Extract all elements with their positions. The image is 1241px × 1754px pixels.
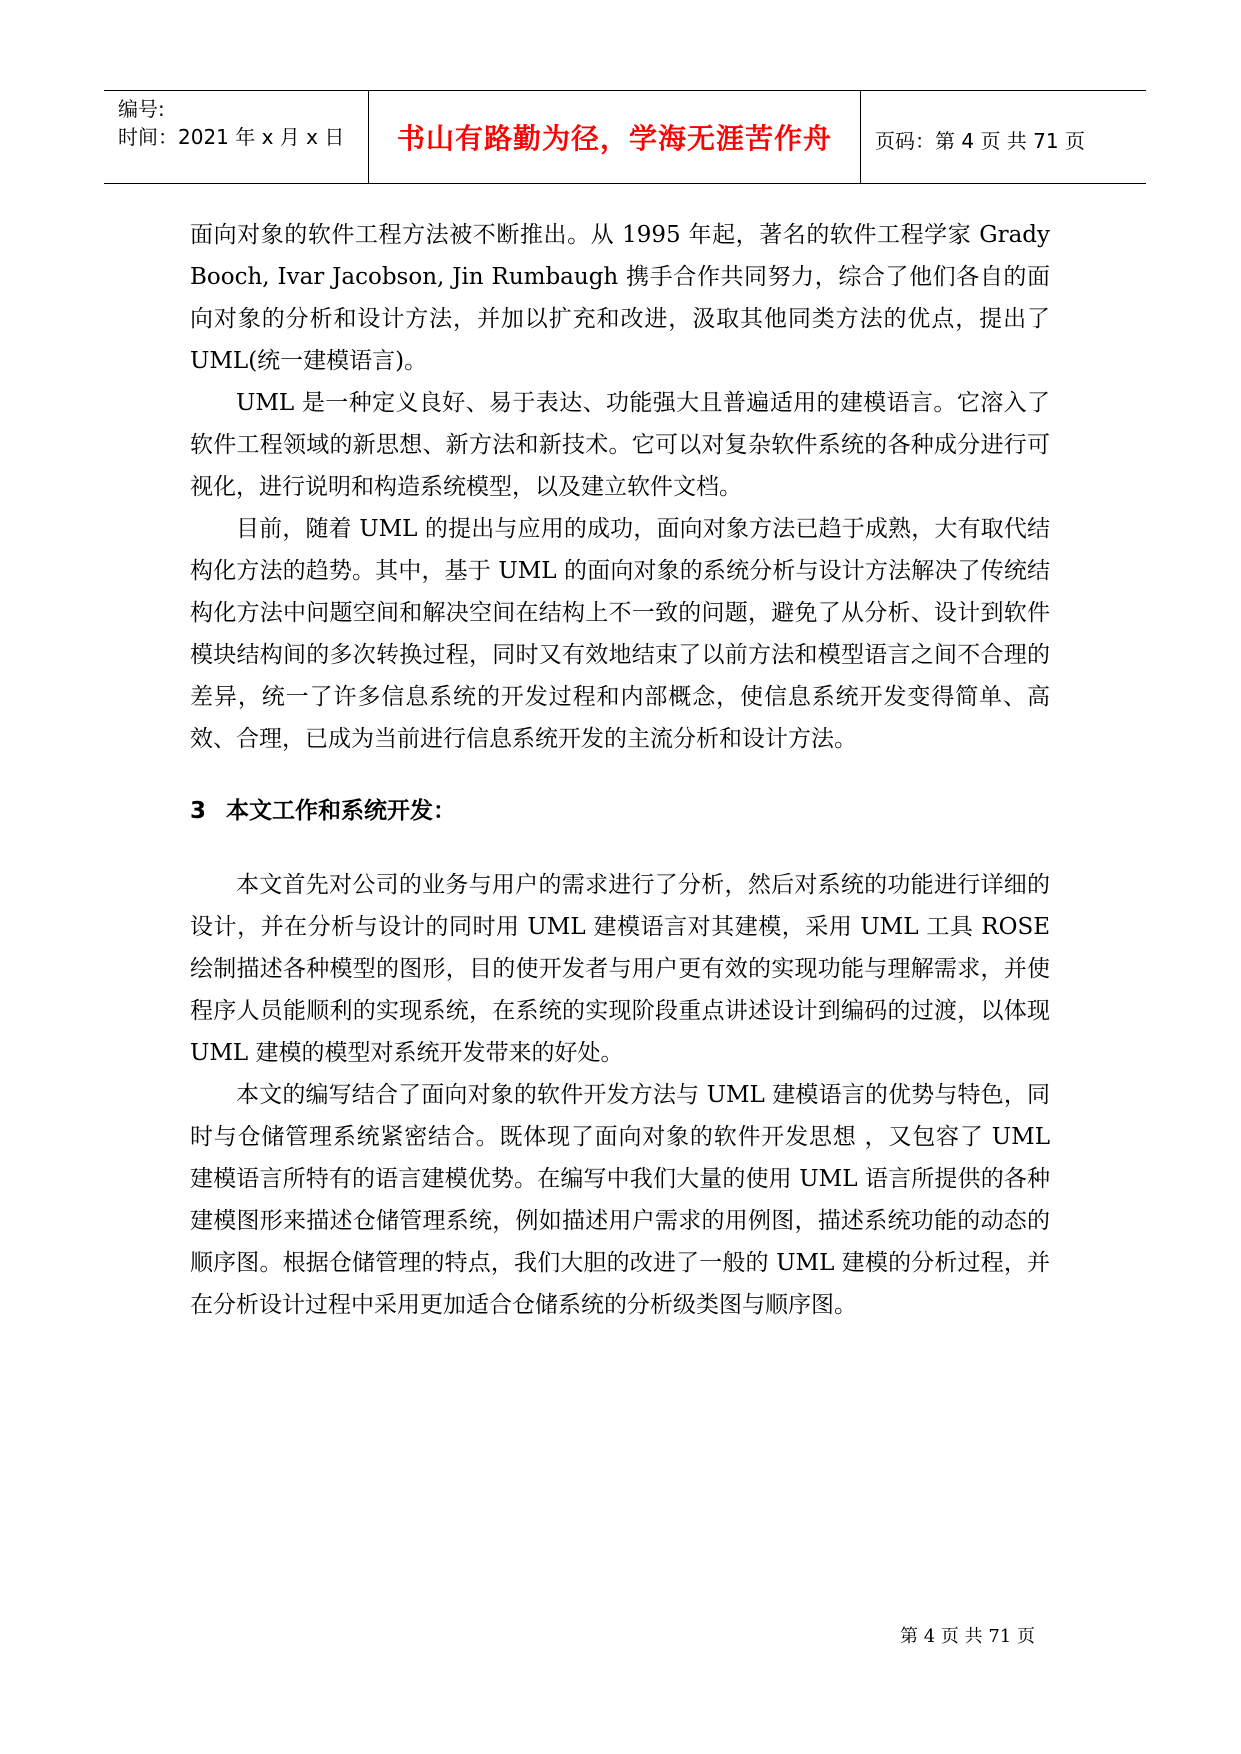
page-header bbox=[104, 90, 1146, 184]
document-time-label: 时间：2021 年 x 月 x 日 bbox=[118, 125, 345, 149]
section-number: 3 bbox=[190, 798, 207, 824]
header-motto: 书山有路勤为径，学海无涯苦作舟 bbox=[396, 122, 832, 155]
page-footer: 第 4 页 共 71 页 bbox=[900, 1626, 1035, 1647]
body-text-bottom bbox=[190, 864, 1050, 1326]
body-text-top bbox=[190, 214, 1050, 760]
header-info-cell bbox=[104, 91, 368, 183]
section-title: 本文工作和系统开发： bbox=[226, 798, 456, 824]
paragraph: UML 是一种定义良好、易于表达、功能强大且普遍适用的建模语言。它溶入了软件工程领域的新思想、新方法和新技术。它可以对复杂软件系统的各种成分进行可视化，进行说明和构造系统模型，以及建立软件文档。 bbox=[190, 390, 1050, 500]
header-page-cell bbox=[861, 91, 1146, 183]
header-page-number: 页码：第 4 页 共 71 页 bbox=[875, 129, 1085, 153]
section-heading bbox=[190, 792, 456, 825]
paragraph: 面向对象的软件工程方法被不断推出。从 1995 年起，著名的软件工程学家 Grady Booch, Ivar Jacobson, Jin Rumbaugh 携手合作共同努力，综合了他们各自的面向对象的分析和设计方法，并加以扩充和改进，汲取其他同类方法的优点，提出了 UML(统一建模语言)。 bbox=[190, 222, 1050, 374]
header-motto-cell bbox=[368, 91, 861, 183]
document-number-label: 编号: bbox=[118, 97, 165, 121]
paragraph: 本文的编写结合了面向对象的软件开发方法与 UML 建模语言的优势与特色，同时与仓储管理系统紧密结合。既体现了面向对象的软件开发思想 ，又包容了 UML 建模语言所特有的语言建模优势。在编写中我们大量的使用 UML 语言所提供的各种建模图形来描述仓储管理系统，例如描述用户需求的用例图，描述系统功能的动态的顺序图。根据仓储管理的特点，我们大胆的改进了一般的 UML 建模的分析过程，并在分析设计过程中采用更加适合仓储系统的分析级类图与顺序图。 bbox=[190, 1082, 1050, 1318]
paragraph: 目前，随着 UML 的提出与应用的成功，面向对象方法已趋于成熟，大有取代结构化方法的趋势。其中，基于 UML 的面向对象的系统分析与设计方法解决了传统结构化方法中问题空间和解决空间在结构上不一致的问题，避免了从分析、设计到软件模块结构间的多次转换过程，同时又有效地结束了以前方法和模型语言之间不合理的差异，统一了许多信息系统的开发过程和内部概念，使信息系统开发变得简单、高效、合理，已成为当前进行信息系统开发的主流分析和设计方法。 bbox=[190, 516, 1050, 752]
paragraph: 本文首先对公司的业务与用户的需求进行了分析，然后对系统的功能进行详细的设计，并在分析与设计的同时用 UML 建模语言对其建模，采用 UML 工具 ROSE 绘制描述各种模型的图形，目的使开发者与用户更有效的实现功能与理解需求，并使程序人员能顺利的实现系统，在系统的实现阶段重点讲述设计到编码的过渡，以体现 UML 建模的模型对系统开发带来的好处。 bbox=[190, 872, 1050, 1066]
